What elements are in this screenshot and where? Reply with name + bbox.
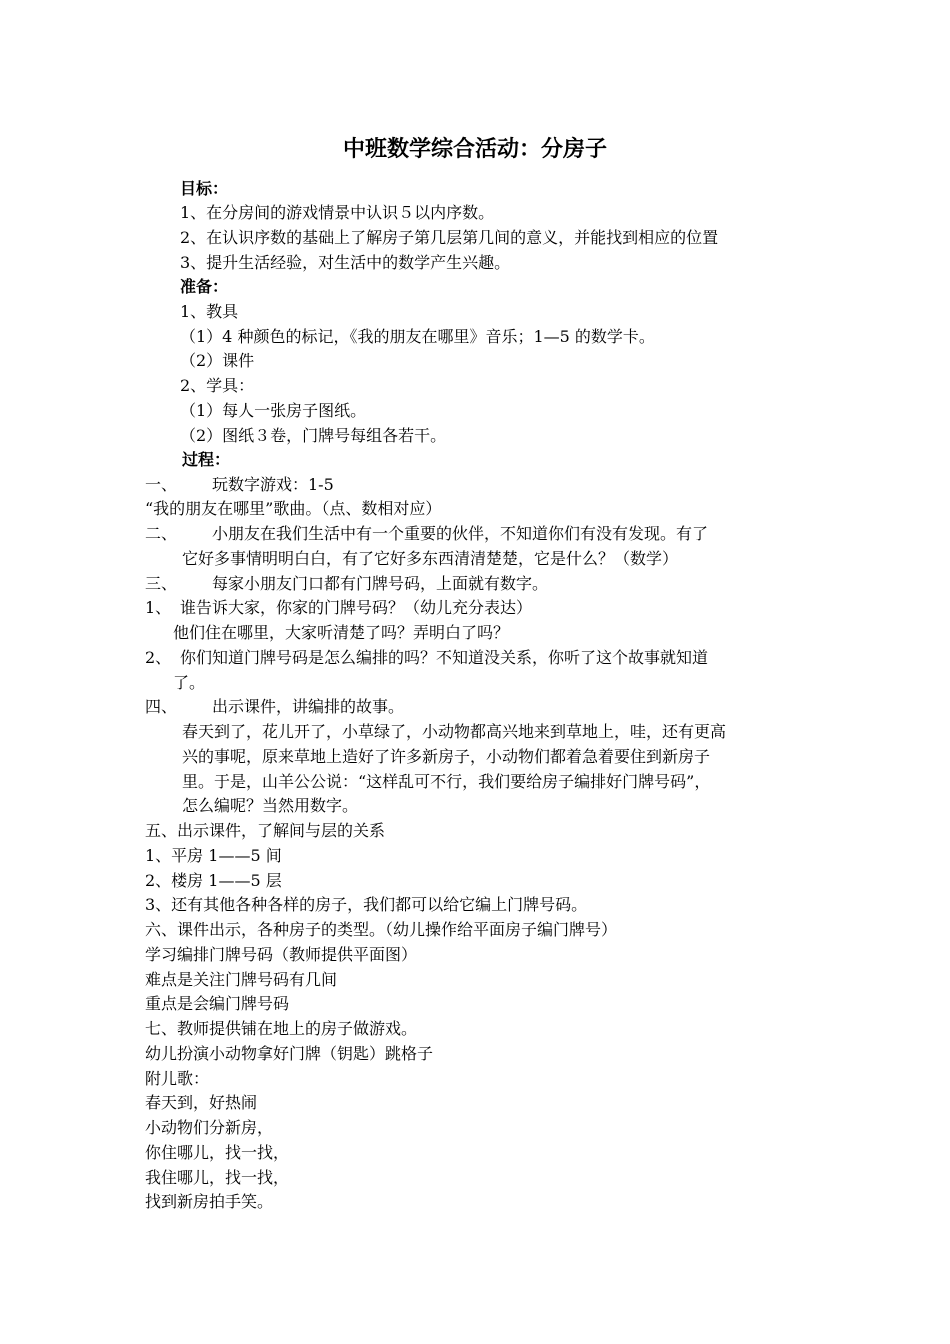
body-line: 附儿歌： [145, 1069, 210, 1088]
poem-line: 找到新房拍手笑。 [145, 1192, 274, 1211]
story-line: 怎么编呢？当然用数字。 [182, 796, 359, 815]
process-heading: 过程： [182, 450, 231, 469]
body-line: 学习编排门牌号码（教师提供平面图） [145, 945, 418, 964]
prep-line: 2、学具： [180, 376, 255, 395]
body-line: 幼儿扮演小动物拿好门牌（钥匙）跳格子 [145, 1044, 434, 1063]
story-line: 春天到了，花儿开了，小草绿了，小动物都高兴地来到草地上，哇，还有更高 [182, 722, 727, 741]
body-line: 2、楼房 1——5 层 [145, 871, 282, 890]
prep-heading: 准备： [180, 277, 229, 296]
page-title: 中班数学综合活动：分房子 [342, 137, 607, 162]
section-subtext: “我的朋友在哪里”歌曲。（点、数相对应） [145, 499, 442, 518]
question-number: 1、 [145, 598, 172, 617]
prep-line: 1、教具 [180, 302, 239, 321]
body-line: 七、教师提供铺在地上的房子做游戏。 [145, 1019, 418, 1038]
goal-item: 2、在认识序数的基础上了解房子第几层第几间的意义，并能找到相应的位置 [180, 228, 719, 247]
goals-heading: 目标： [180, 179, 229, 198]
section-number: 二、 [145, 524, 178, 543]
poem-line: 我住哪儿，找一找， [145, 1168, 290, 1187]
story-line: 里。于是，山羊公公说：“这样乱可不行，我们要给房子编排好门牌号码”， [182, 772, 711, 791]
body-line: 1、平房 1——5 间 [145, 846, 282, 865]
poem-line: 你住哪儿，找一找， [145, 1143, 290, 1162]
section-number: 一、 [145, 475, 178, 494]
poem-line: 春天到，好热闹 [145, 1093, 258, 1112]
section-text: 它好多事情明明白白，有了它好多东西清清楚楚，它是什么？（数学） [182, 549, 679, 568]
section-number: 四、 [145, 697, 178, 716]
question-text: 谁告诉大家，你家的门牌号码？（幼儿充分表达） [180, 598, 533, 617]
question-number: 2、 [145, 648, 172, 667]
question-text: 了。 [173, 673, 206, 692]
goal-item: 1、在分房间的游戏情景中认识５以内序数。 [180, 203, 495, 222]
prep-line: （1）每人一张房子图纸。 [180, 401, 367, 420]
poem-line: 小动物们分新房， [145, 1118, 274, 1137]
section-number: 三、 [145, 574, 178, 593]
question-subtext: 他们住在哪里，大家听清楚了吗？弄明白了吗？ [173, 623, 510, 642]
story-line: 兴的事呢，原来草地上造好了许多新房子，小动物们都着急着要住到新房子 [182, 747, 711, 766]
section-text: 出示课件，讲编排的故事。 [212, 697, 405, 716]
section-text: 玩数字游戏：1-5 [212, 475, 334, 494]
body-line: 六、课件出示，各种房子的类型。（幼儿操作给平面房子编门牌号） [145, 920, 618, 939]
body-line: 重点是会编门牌号码 [145, 994, 290, 1013]
question-text: 你们知道门牌号码是怎么编排的吗？不知道没关系，你听了这个故事就知道 [180, 648, 709, 667]
prep-line: （2）图纸３卷，门牌号每组各若干。 [180, 426, 447, 445]
body-line: 3、还有其他各种各样的房子，我们都可以给它编上门牌号码。 [145, 895, 588, 914]
section-text: 小朋友在我们生活中有一个重要的伙伴，不知道你们有没有发现。有了 [212, 524, 709, 543]
section-text: 每家小朋友门口都有门牌号码，上面就有数字。 [212, 574, 549, 593]
prep-line: （2）课件 [180, 351, 255, 370]
body-line: 难点是关注门牌号码有几间 [145, 970, 338, 989]
prep-line: （1）4 种颜色的标记，《我的朋友在哪里》音乐；1—5 的数学卡。 [180, 327, 655, 346]
goal-item: 3、提升生活经验，对生活中的数学产生兴趣。 [180, 253, 511, 272]
body-line: 五、出示课件，了解间与层的关系 [145, 821, 386, 840]
